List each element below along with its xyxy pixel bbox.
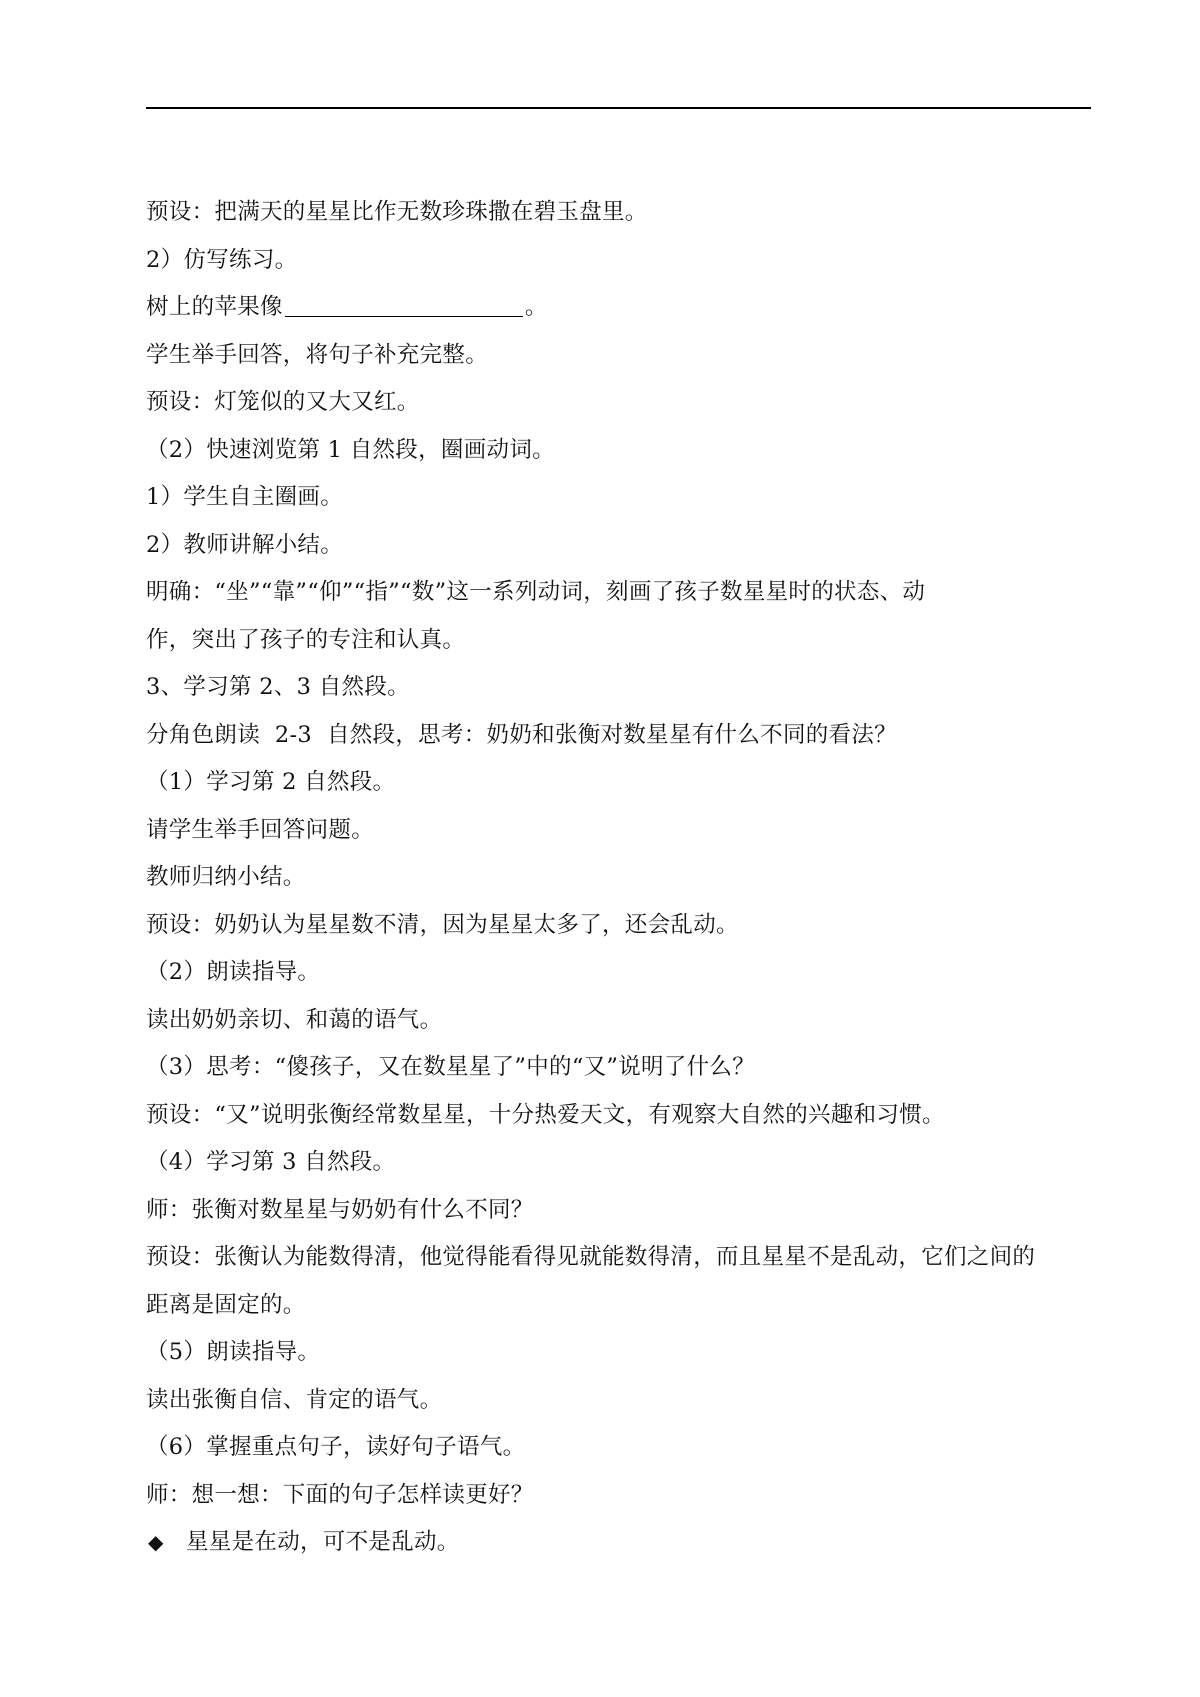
paragraph: 预设：张衡认为能数得清，他觉得能看得见就能数得清，而且星星不是乱动，它们之间的 [146,1244,1036,1270]
paragraph: 师：张衡对数星星与奶奶有什么不同？ [146,1196,534,1223]
paragraph: 请学生举手回答问题。 [146,816,375,843]
bullet-text: 星星是在动，可不是乱动。 [186,1529,460,1555]
paragraph: （2）快速浏览第 1 自然段，圈画动词。 [146,436,555,463]
paragraph: 预设：把满天的星星比作无数珍珠撒在碧玉盘里。 [146,199,648,225]
paragraph: （4）学习第 3 自然段。 [146,1149,396,1175]
section-heading: 3、学习第 2、3 自然段。 [146,674,410,700]
paragraph: 2）教师讲解小结。 [146,531,344,558]
fill-in-prefix: 树上的苹果像 [146,294,283,320]
paragraph: （6）掌握重点句子，读好句子语气。 [146,1434,526,1460]
paragraph-continuation: 作，突出了孩子的专注和认真。 [146,626,466,653]
paragraph: 预设：灯笼似的又大又红。 [146,389,420,415]
paragraph-continuation: 距离是固定的。 [146,1291,306,1318]
paragraph: 读出张衡自信、肯定的语气。 [146,1386,443,1413]
paragraph: 学生举手回答，将句子补充完整。 [146,341,489,368]
paragraph: 分角色朗读 2-3 自然段，思考：奶奶和张衡对数星星有什么不同的看法？ [146,721,897,748]
paragraph: 教师归纳小结。 [146,864,306,890]
diamond-bullet-icon: ◆ [148,1530,164,1554]
answer-blank-underline [285,294,523,317]
paragraph: 预设：“又”说明张衡经常数星星，十分热爱天文，有观察大自然的兴趣和习惯。 [146,1101,945,1128]
header-rule [146,107,1091,109]
paragraph: （1）学习第 2 自然段。 [146,769,396,795]
paragraph: 预设：奶奶认为星星数不清，因为星星太多了，还会乱动。 [146,911,739,938]
paragraph: （2）朗读指导。 [146,959,321,985]
paragraph: 2）仿写练习。 [146,246,298,273]
paragraph: （5）朗读指导。 [146,1339,321,1365]
fill-in-suffix: 。 [524,294,548,320]
paragraph: 读出奶奶亲切、和蔼的语气。 [146,1006,443,1033]
document-body [146,189,1091,1567]
paragraph: 1）学生自主圈画。 [146,484,344,510]
paragraph: （3）思考：“傻孩子，又在数星星了”中的“又”说明了什么？ [146,1054,756,1080]
bullet-item [146,1519,1091,1567]
paragraph: 明确：“坐”“靠”“仰”“指”“数”这一系列动词，刻画了孩子数星星时的状态、动 [146,579,926,605]
fill-in-blank-sentence [146,284,1091,332]
paragraph: 师：想一想：下面的句子怎样读更好？ [146,1481,534,1508]
